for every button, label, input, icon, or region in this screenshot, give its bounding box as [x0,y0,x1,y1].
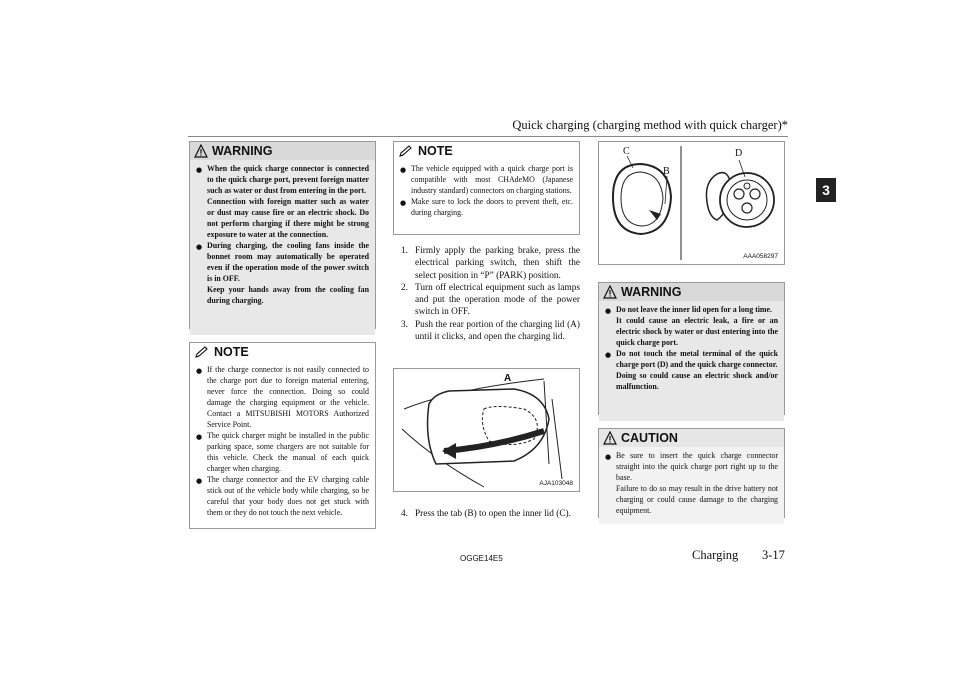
bullet-icon: ● [196,367,203,375]
bullet-icon: ● [196,477,203,485]
bullet-icon: ● [196,433,203,441]
bullet-icon: ● [196,166,203,174]
step-item [401,245,580,282]
caution-line: Failure to do so may result in the drive battery not charging or could cause damage to the charging equipment. [616,484,778,515]
warning-header [599,283,784,301]
bullet-icon: ● [605,453,612,461]
figure-label-d: D [735,148,743,159]
step-item [401,319,580,344]
step-item [401,282,580,319]
note-item: ● The charge connector and the EV charging cable stick out of the vehicle body while charging, so be careful that your body does not get stuck with them or they do not touch the next vehicle. [196,475,369,517]
column-2 [393,141,580,519]
caution-triangle-icon [603,431,617,445]
bullet-icon: ● [196,243,203,251]
caution-line: Be sure to insert the quick charge connector straight into the quick charge port right up to the base. [616,451,778,482]
bullet-icon: ● [400,199,407,207]
caution-label: CAUTION [621,431,678,445]
step-text: Push the rear portion of the charging lid (A) until it clicks, and open the charging lid. [415,319,580,343]
figure-label-a: A [504,373,512,384]
procedure-step-4 [401,508,580,520]
bullet-icon: ● [605,307,612,315]
note-box-2 [393,141,580,235]
step-text: Press the tab (B) to open the inner lid (C). [415,509,571,519]
warning-label: WARNING [621,285,682,299]
step-number: 2. [401,282,408,293]
note-body [394,160,579,222]
bullet-icon: ● [605,351,612,359]
note-label: NOTE [214,345,249,359]
chapter-tab: 3 [816,178,836,202]
warning-line: During charging, the cooling fans inside the bonnet room may automatically be operated even if the operation mode of the power switch is in OFF. [207,241,369,283]
column-3 [598,141,785,518]
warning-line: Keep your hands away from the cooling fan during charging. [207,285,369,305]
note-body [190,361,375,522]
note-header [394,142,579,160]
figure-code: AJA103048 [539,480,573,487]
warning-line: Connection with foreign matter such as water or dust may cause fire or an electric shock. Do not perform charging if there might be strong exposure to water at the connection. [207,197,369,239]
note-label: NOTE [418,144,453,158]
caution-body [599,447,784,524]
figure-label-b: B [663,166,670,177]
caution-header [599,429,784,447]
warning-item [196,240,369,306]
caution-box [598,428,785,518]
procedure-steps [393,245,580,343]
warning-line: Do not touch the metal terminal of the quick charge port (D) and the quick charge connector. [616,349,778,369]
warning-line: When the quick charge connector is connected to the quick charge port, prevent foreign matter such as water or dust from entering in the port. [207,164,369,195]
warning-triangle-icon [603,285,617,299]
note-box-1 [189,342,376,529]
caution-item [605,450,778,516]
charging-lid-illustration [394,369,579,491]
warning-line: Doing so could cause an electric shock and/or malfunction. [616,371,778,391]
step-item [401,508,580,520]
step-number: 4. [401,509,408,519]
pencil-icon [398,144,414,158]
charging-lid-figure [393,368,580,492]
warning-body [599,301,784,421]
note-item: ● The quick charger might be installed in the public parking space, some chargers are not suitable for this vehicle. Check the manual of each quick charger when charging. [196,431,369,473]
warning-item [605,348,778,392]
column-1 [189,141,376,529]
warning-item [196,163,369,240]
footer-page-number: 3-17 [762,548,785,562]
pencil-icon [194,345,210,359]
step-text: Firmly apply the parking brake, press the electrical parking switch, then shift the select position in “P” (PARK) position. [415,246,580,281]
warning-item [605,304,778,348]
warning-triangle-icon [194,144,208,158]
warning-box-2 [598,282,785,415]
header-rule [188,136,788,137]
bullet-icon: ● [400,166,407,174]
note-item: ● Make sure to lock the doors to prevent theft, etc. during charging. [400,197,573,217]
warning-header [190,142,375,160]
warning-box-1 [189,141,376,329]
figure-code: AAA058297 [743,253,778,260]
note-header [190,343,375,361]
step-number: 1. [401,246,408,256]
figure-label-c: C [623,146,630,157]
footer-section: Charging [692,548,739,562]
inner-lid-figure [598,141,785,265]
warning-label: WARNING [212,144,273,158]
inner-lid-illustration [599,142,784,264]
page-header-title: Quick charging (charging method with quick charger)* [512,118,788,132]
footer-code: OGGE14E5 [460,554,503,563]
note-item: ● The vehicle equipped with a quick charge port is compatible with most CHAdeMO (Japanese industry standard) connectors on charging stations. [400,164,573,195]
step-number: 3. [401,319,408,330]
note-item: ● If the charge connector is not easily connected to the charge port due to foreign material entering, never force the connection. Doing so could damage the charging equipment or the vehicle. Contact a MITSUBISHI MOTORS Authorized Service Point. [196,365,369,429]
step-text: Turn off electrical equipment such as lamps and put the operation mode of the power switch in OFF. [415,282,580,318]
warning-line: Do not leave the inner lid open for a long time. [616,305,772,314]
warning-body [190,160,375,335]
warning-line: It could cause an electric leak, a fire or an electric shock by water or dust entering into the quick charge port. [616,316,778,347]
